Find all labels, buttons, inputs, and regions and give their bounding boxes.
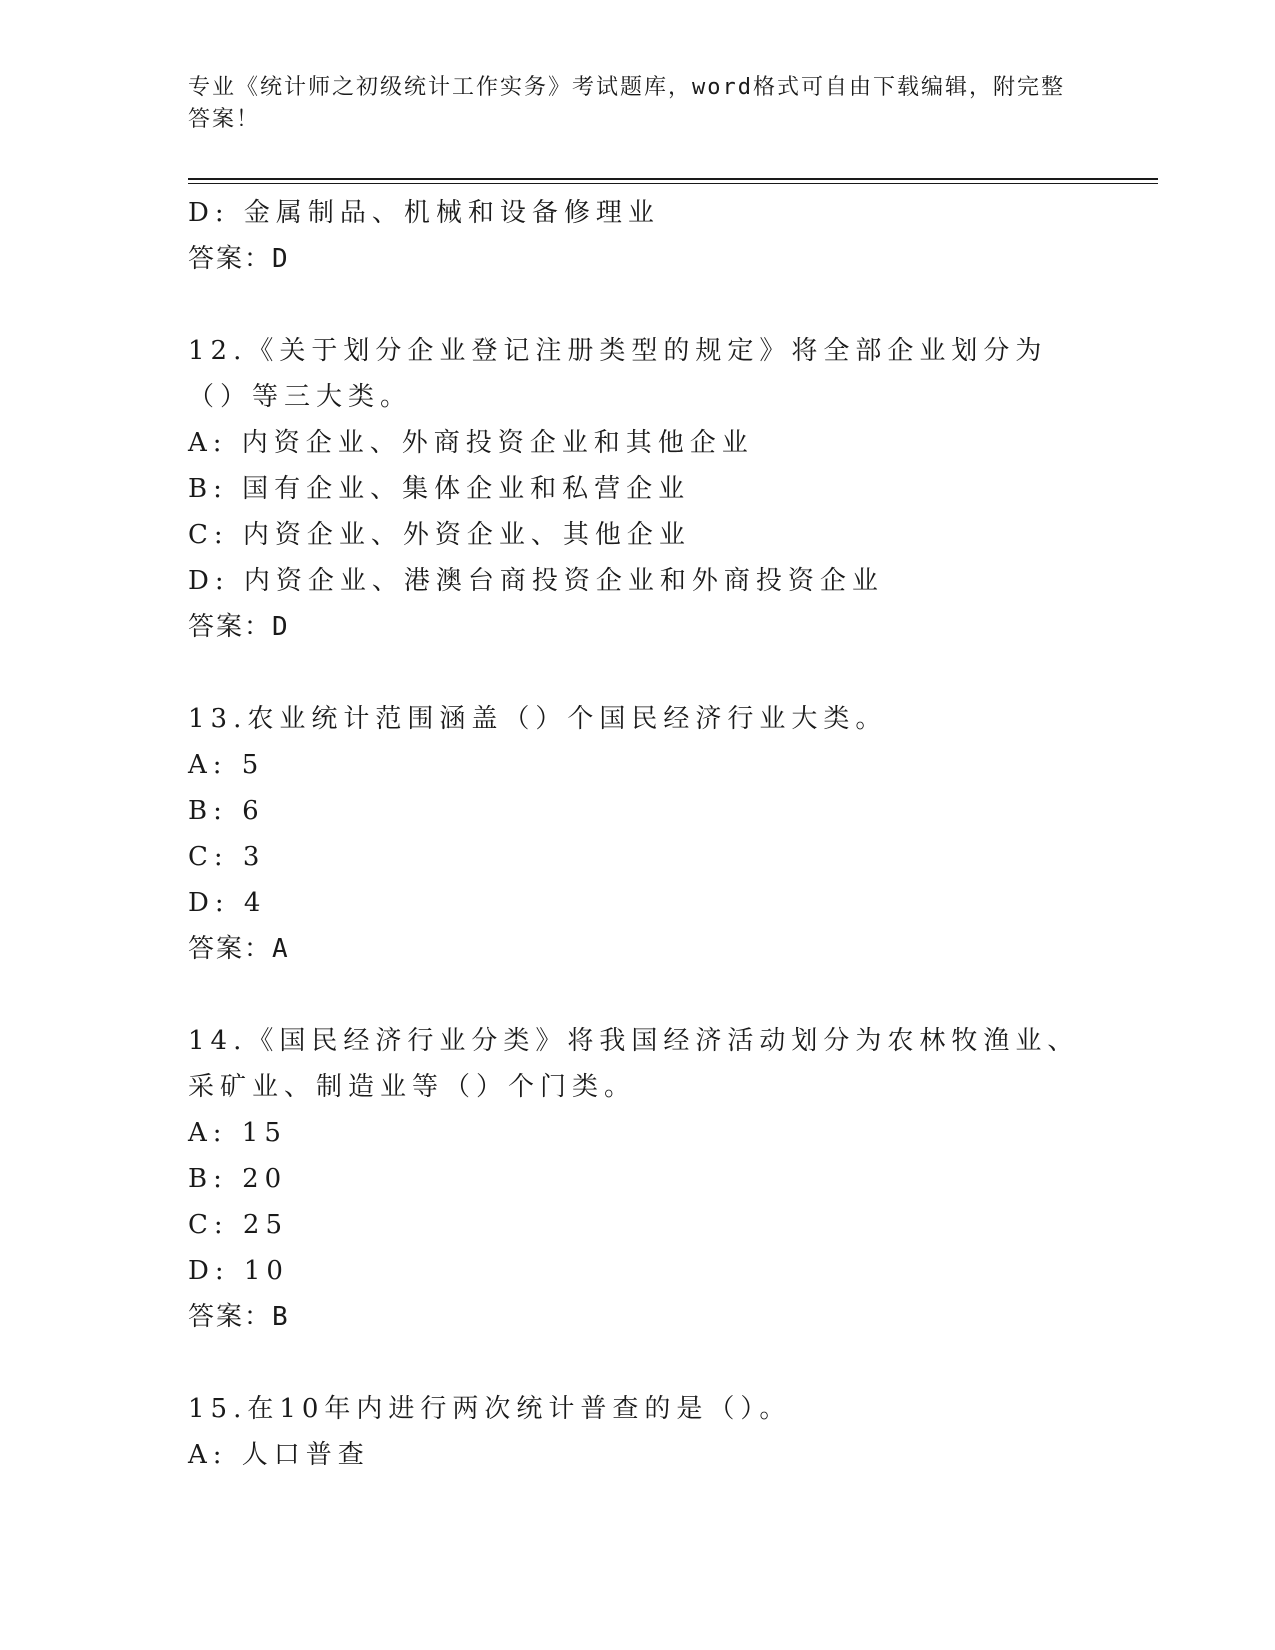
- question-14: [188, 1018, 1088, 1340]
- spacer: [188, 972, 1088, 1018]
- option-c: C: 内资企业、外资企业、其他企业: [188, 520, 691, 550]
- option-a: A: 人口普查: [188, 1440, 370, 1470]
- option-b: B: 国有企业、集体企业和私营企业: [188, 474, 691, 504]
- question-stem: 13.农业统计范围涵盖（）个国民经济行业大类。: [188, 704, 888, 734]
- option-b: B: 20: [188, 1164, 288, 1194]
- document-header: 专业《统计师之初级统计工作实务》考试题库，word格式可自由下载编辑，附完整答案！: [188, 75, 1065, 132]
- spacer: [188, 650, 1088, 696]
- option-c: C: 25: [188, 1210, 289, 1240]
- option-a: A: 5: [188, 750, 265, 780]
- option-b: B: 6: [188, 796, 265, 826]
- answer-label: 答案：D: [188, 244, 290, 274]
- question-15: [188, 1386, 1088, 1478]
- question-stem: 15.在10年内进行两次统计普查的是（）。: [188, 1394, 792, 1424]
- option-c: C: 3: [188, 842, 266, 872]
- spacer: [188, 1340, 1088, 1386]
- question-12: [188, 328, 1088, 650]
- option-d: D: 4: [188, 888, 267, 918]
- option-d: D: 内资企业、港澳台商投资企业和外商投资企业: [188, 566, 884, 596]
- option-a: A: 内资企业、外商投资企业和其他企业: [188, 428, 754, 458]
- answer-label: 答案：A: [188, 934, 290, 964]
- question-11-tail: [188, 190, 1088, 282]
- answer-label: 答案：D: [188, 612, 290, 642]
- option-d: D: 10: [188, 1256, 289, 1286]
- header-divider-thick: [188, 178, 1158, 180]
- option-a: A: 15: [188, 1118, 287, 1148]
- option-d: D: 金属制品、机械和设备修理业: [188, 198, 660, 228]
- question-stem: 14.《国民经济行业分类》将我国经济活动划分为农林牧渔业、采矿业、制造业等（）个门类。: [188, 1026, 1080, 1102]
- spacer: [188, 282, 1088, 328]
- question-stem: 12.《关于划分企业登记注册类型的规定》将全部企业划分为（）等三大类。: [188, 336, 1048, 412]
- question-13: [188, 696, 1088, 972]
- question-list: [188, 190, 1088, 1478]
- header-divider-thin: [188, 183, 1158, 184]
- answer-label: 答案：B: [188, 1302, 290, 1332]
